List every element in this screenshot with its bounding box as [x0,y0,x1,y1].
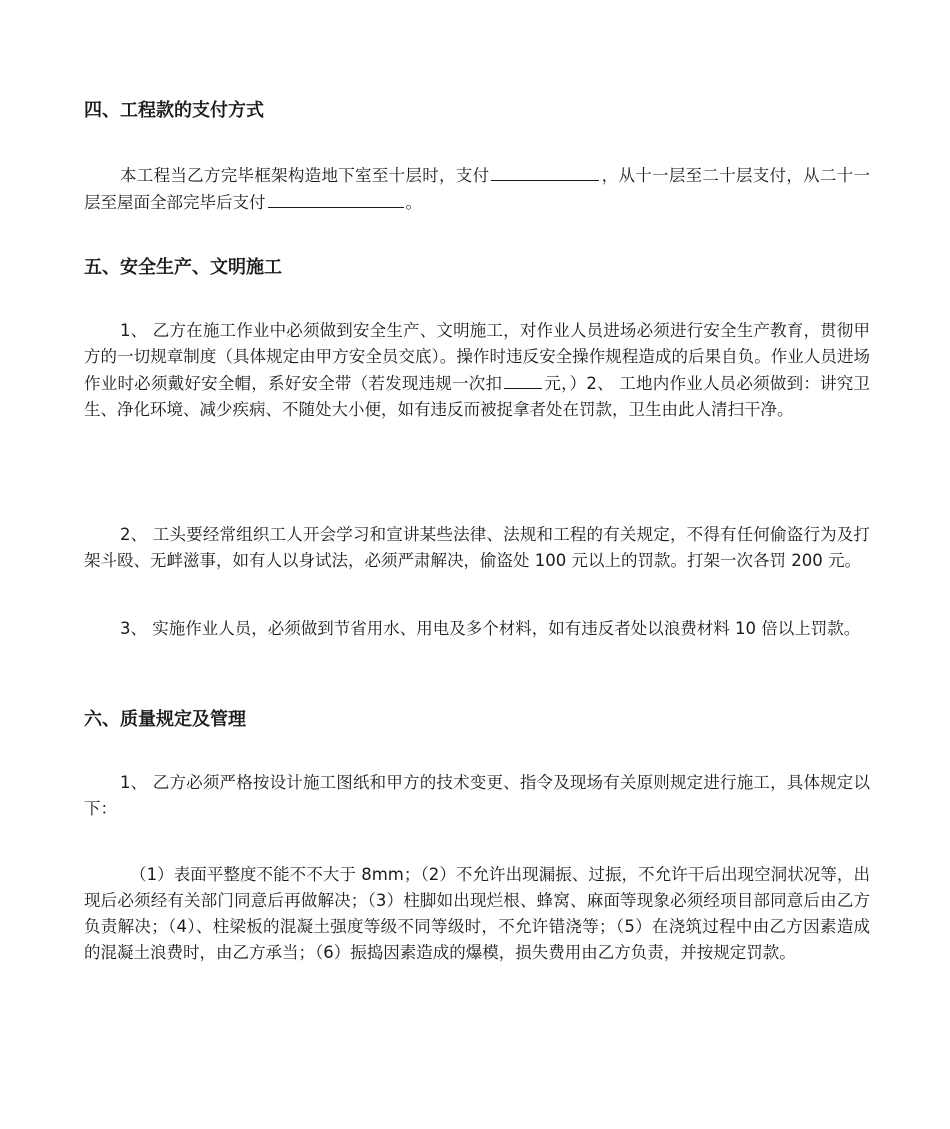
payment-text-2: ，从十一层至二十层支付，从二十一层至屋面全部完毕后支付 [84,166,871,212]
section-5-paragraph-3: 3、 实施作业人员，必须做到节省用水、用电及多个材料，如有违反者处以浪费材料 10 倍以上罚款。 [120,619,861,638]
safety-text-1: 1、 乙方在施工作业中必须做到安全生产、文明施工，对作业人员进场必须进行安全生产教育，贯彻甲方的一切规章制度（具体规定由甲方安全员交底）。操作时违反安全操作规程造成的后果自负。作业人员进场作业时必须戴好安全帽，系好安全带（若发现违规一次扣 [84,321,870,393]
payment-blank-1[interactable] [491,162,599,181]
section-5-paragraph-1 [84,318,870,423]
payment-blank-2[interactable] [268,189,404,208]
section-6-heading: 六、质量规定及管理 [84,709,246,730]
fine-amount-blank[interactable] [504,370,542,389]
section-6-paragraph-2: （1）表面平整度不能不不大于 8mm；（2）不允许出现漏振、过振，不允许干后出现空洞状况等，出现后必须经有关部门同意后再做解决；（3）柱脚如出现烂根、蜂窝、麻面等现象必须经项目部同意后由乙方负责解决；（4）、柱梁板的混凝土强度等级不同等级时，不允许错浇等；（5）在浇筑过程中由乙方因素造成的混凝土浪费时，由乙方承当；（6）振捣因素造成的爆模，损失费用由乙方负责，并按规定罚款。 [84,865,870,962]
section-6-paragraph-1: 1、 乙方必须严格按设计施工图纸和甲方的技术变更、指令及现场有关原则规定进行施工，具体规定以下： [84,773,870,818]
section-5-heading: 五、安全生产、文明施工 [84,257,282,278]
section-4-paragraph-1 [84,162,870,216]
section-4-heading: 四、工程款的支付方式 [84,100,264,121]
safety-text-2: 元，）2、 工地内作业人员必须做到：讲究卫生、净化环境、减少疾病、不随处大小便，如有违反而被捉拿者处在罚款，卫生由此人清扫干净。 [84,374,871,419]
payment-text-3: 。 [405,193,422,212]
payment-text-1: 本工程当乙方完毕框架构造地下室至十层时，支付 [120,166,490,185]
section-5-paragraph-2: 2、 工头要经常组织工人开会学习和宣讲某些法律、法规和工程的有关规定，不得有任何偷盗行为及打架斗殴、无衅滋事，如有人以身试法，必须严肃解决，偷盗处 100 元以上的罚款。打架一次各罚 200 元。 [84,525,870,570]
